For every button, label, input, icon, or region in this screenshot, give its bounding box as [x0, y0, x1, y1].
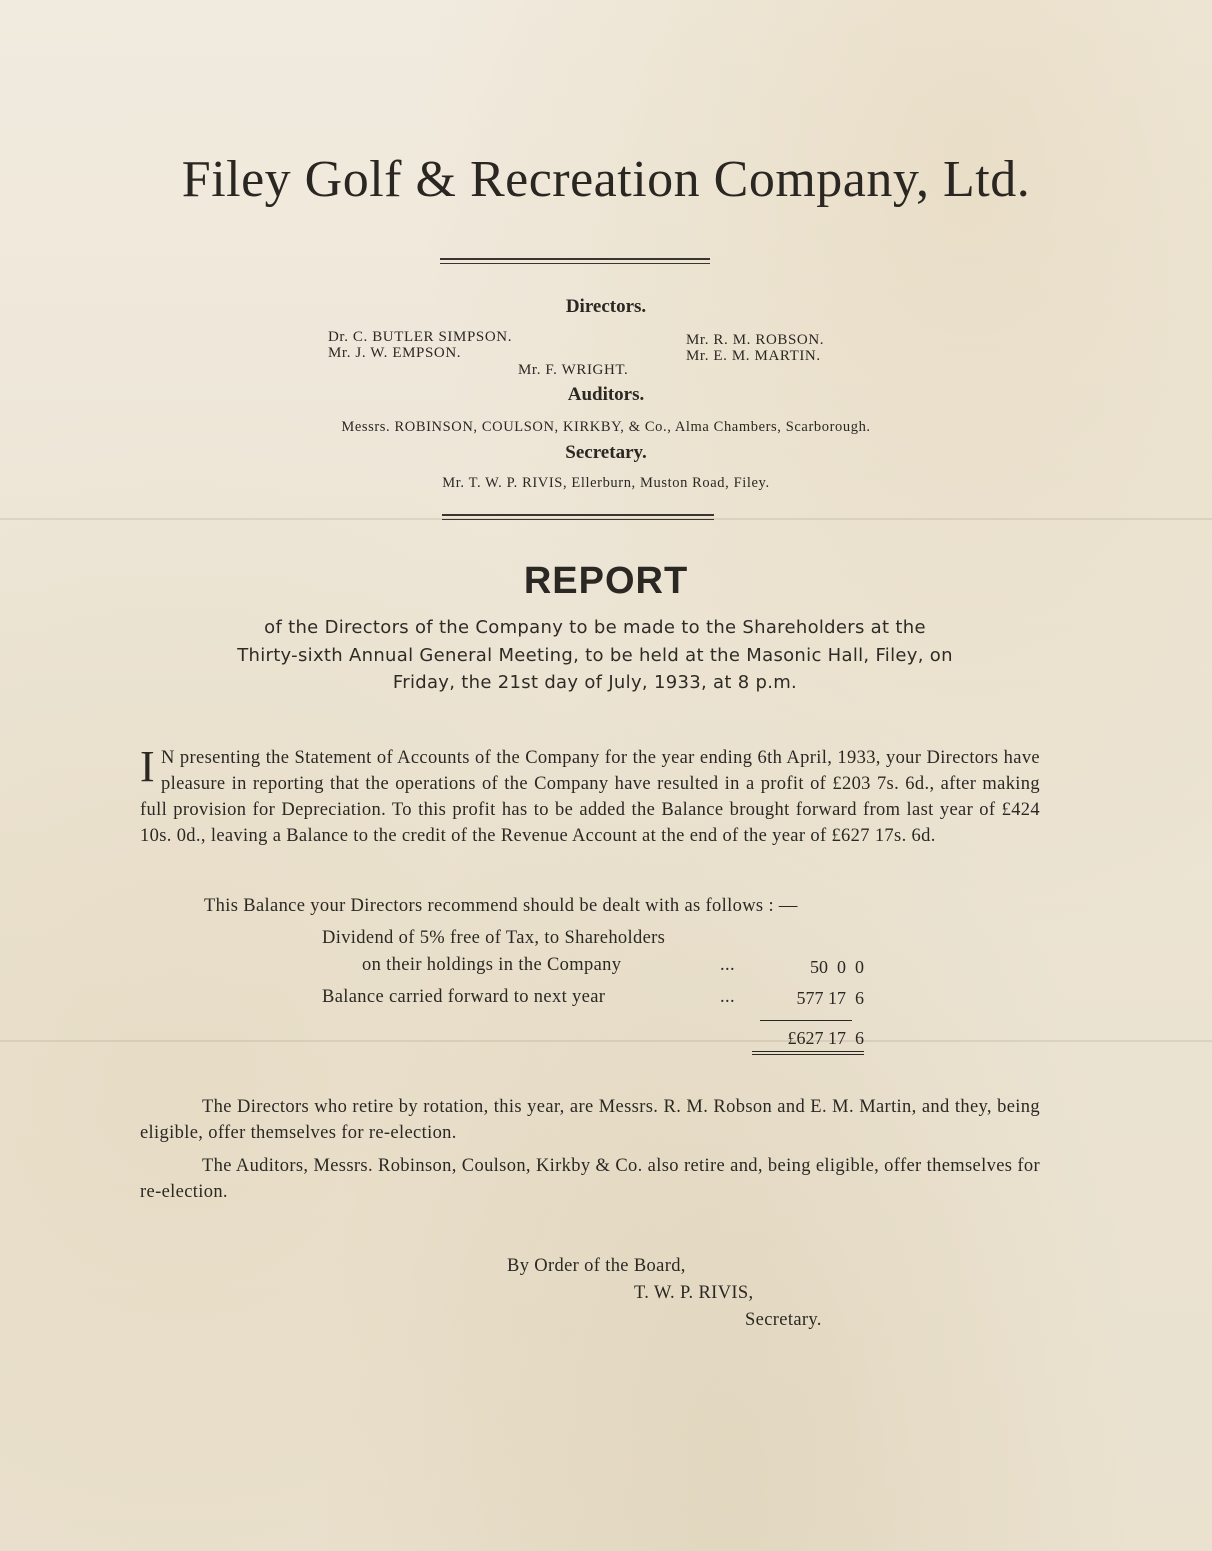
director-name: Dr. C. BUTLER SIMPSON. [328, 329, 513, 345]
title-divider [440, 258, 710, 264]
intro-text: N presenting the Statement of Accounts of the Company for the year ending 6th April, 1933, your Directors have pleasure in reporting that the operations of the Company have resulted in a profit of £203 7s. 6d., after making full provision for Depreciation. To this profit has to be added the Balance brought forward from last year of £424 10s. 0d., leaving a Balance to the credit of the Revenue Account at the end of the year of £627 17s. 6d. [140, 748, 1040, 846]
dividend-label-cont: on their holdings in the Company [362, 955, 622, 975]
carried-forward-label: Balance carried forward to next year [322, 987, 606, 1007]
directors-heading: Directors. [565, 296, 647, 317]
director-name: Mr. E. M. MARTIN. [686, 348, 821, 364]
auditors-heading: Auditors. [567, 384, 645, 405]
report-subtitle-line: Friday, the 21st day of July, 1933, at 8 p.m. [392, 672, 798, 693]
leader-dots: ... [720, 955, 735, 975]
signature-title: Secretary. [745, 1310, 822, 1330]
leader-dots: ... [720, 987, 735, 1007]
director-name: Mr. R. M. ROBSON. [686, 332, 825, 348]
report-title: REPORT [523, 560, 689, 602]
auditors-paragraph: The Auditors, Messrs. Robinson, Coulson, Kirkby & Co. also retire and, being eligible, offer themselves for re-election. [140, 1156, 1040, 1202]
intro-paragraph [140, 742, 1040, 849]
retire-paragraph: The Directors who retire by rotation, this year, are Messrs. R. M. Robson and E. M. Martin, and they, being eligible, offer themselves for re-election. [140, 1097, 1040, 1143]
director-name: Mr. F. WRIGHT. [518, 362, 629, 378]
director-name: Mr. J. W. EMPSON. [328, 345, 462, 361]
dividend-label: Dividend of 5% free of Tax, to Shareholders [322, 928, 666, 948]
carried-forward-amount: 577 17 6 [796, 988, 864, 1008]
secretary-line: Mr. T. W. P. RIVIS, Ellerburn, Muston Road, Filey. [442, 475, 770, 491]
paper-fold [0, 1040, 1212, 1042]
sum-rule [760, 1020, 852, 1021]
auditors-line: Messrs. ROBINSON, COULSON, KIRKBY, & Co., Alma Chambers, Scarborough. [341, 419, 871, 435]
dividend-amount: 50 0 0 [810, 957, 864, 977]
report-subtitle-line: Thirty-sixth Annual General Meeting, to be held at the Masonic Hall, Filey, on [237, 645, 953, 666]
total-double-rule [752, 1051, 864, 1055]
report-subtitle-line: of the Directors of the Company to be made to the Shareholders at the [264, 617, 926, 638]
secretary-heading: Secretary. [565, 442, 647, 463]
signature-name: T. W. P. RIVIS, [634, 1283, 754, 1303]
header-divider [442, 514, 714, 520]
company-title: Filey Golf & Recreation Company, Ltd. [181, 151, 1031, 208]
drop-cap: I [140, 742, 156, 791]
total-amount: £627 17 6 [787, 1028, 864, 1048]
signature-line: By Order of the Board, [507, 1256, 686, 1276]
balance-intro: This Balance your Directors recommend should be dealt with as follows : — [204, 896, 798, 916]
